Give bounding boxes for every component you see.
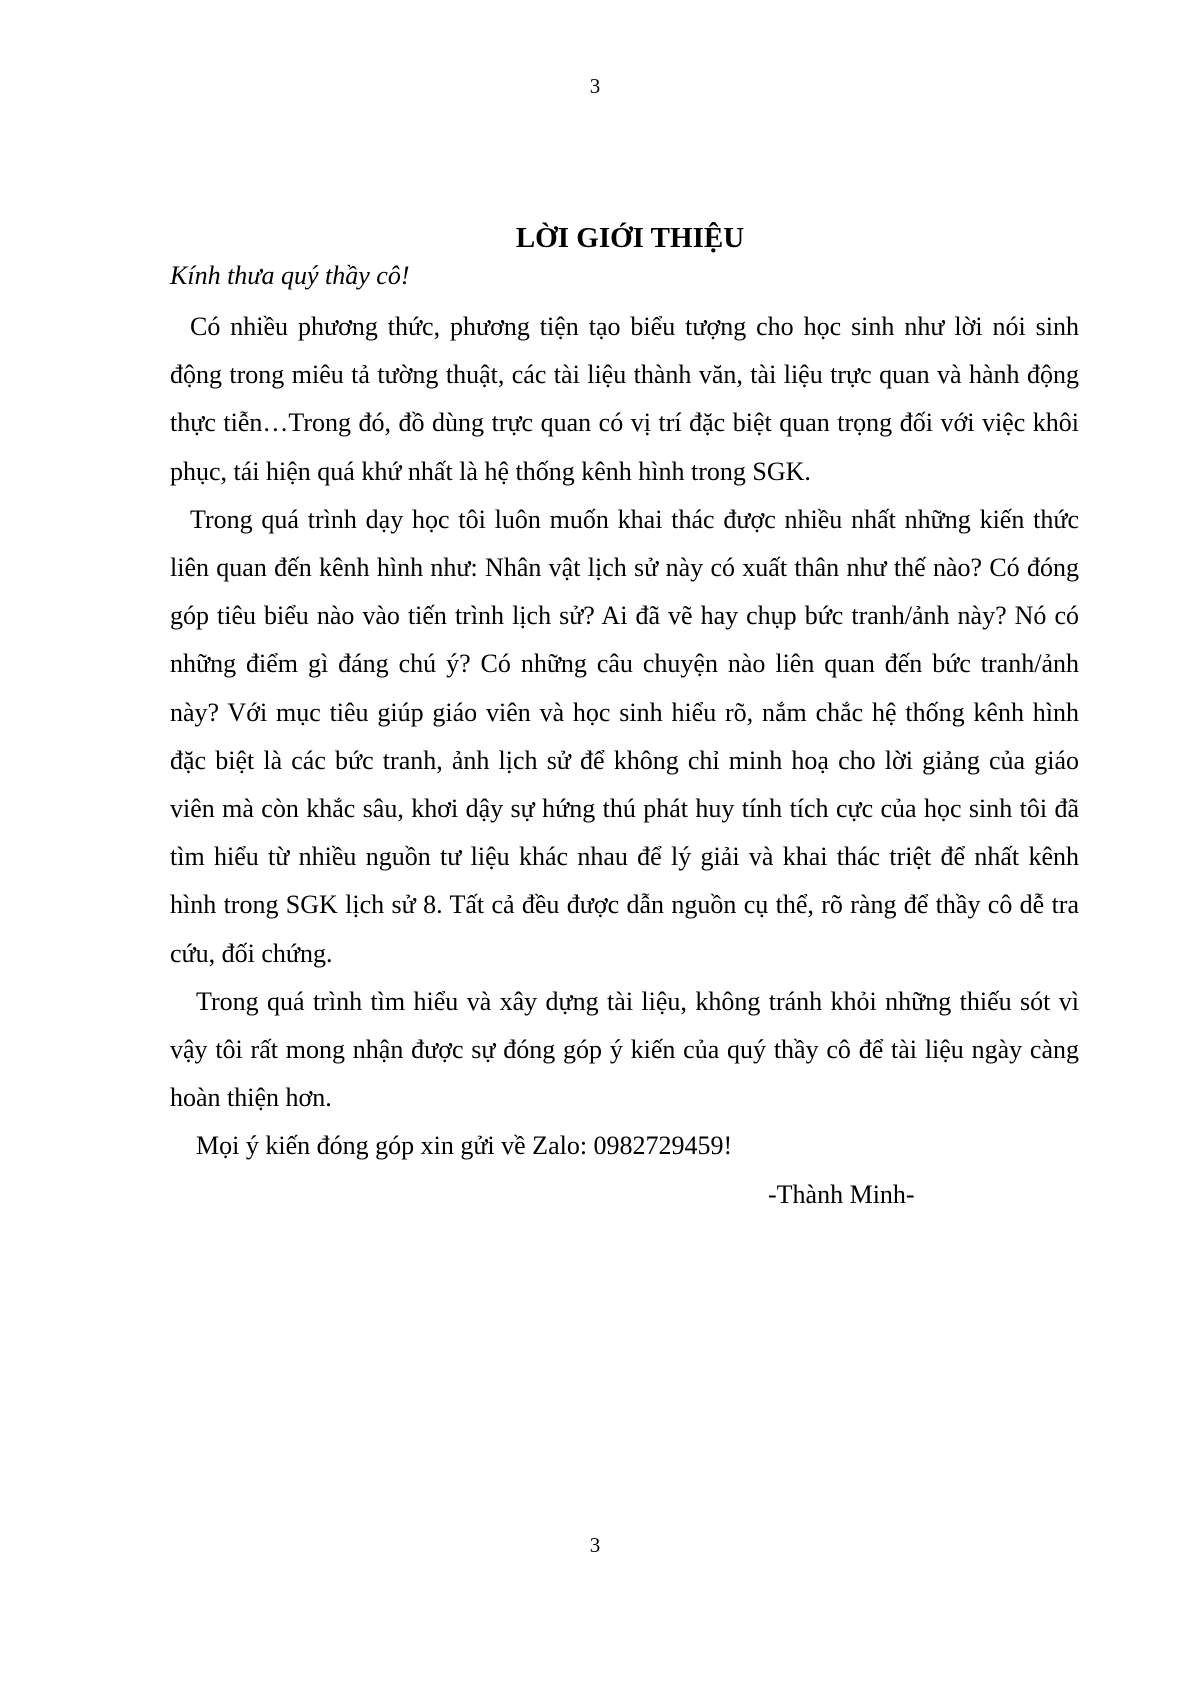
signature: -Thành Minh- — [768, 1179, 915, 1209]
page-number-bottom: 3 — [589, 1533, 601, 1557]
paragraph-3: Trong quá trình tìm hiểu và xây dựng tài liệu, không tránh khỏi những thiếu sót vì vậy tôi rất mong nhận được sự đóng góp ý kiến của quý thầy cô để tài liệu ngày càng hoàn thiện hơn. — [170, 986, 1079, 1113]
page-title: LỜI GIỚI THIỆU — [515, 222, 745, 254]
paragraph-2: Trong quá trình dạy học tôi luôn muốn khai thác được nhiều nhất những kiến thức liên quan đến kênh hình như: Nhân vật lịch sử này có xuất thân như thế nào? Có đóng góp tiêu biểu nào vào tiến trình lịch sử? Ai đã vẽ hay chụp bức tranh/ảnh này? Nó có những điểm gì đáng chú ý? Có những câu chuyện nào liên quan đến bức tranh/ảnh này? Với mục tiêu giúp giáo viên và học sinh hiểu rõ, nắm chắc hệ thống kênh hình đặc biệt là các bức tranh, ảnh lịch sử để không chỉ minh hoạ cho lời giảng của giáo viên mà còn khắc sâu, khơi dậy sự hứng thú phát huy tính tích cực của học sinh tôi đã tìm hiểu từ nhiều nguồn tư liệu khác nhau để lý giải và khai thác triệt để nhất kênh hình trong SGK lịch sử 8. Tất cả đều được dẫn nguồn cụ thể, rõ ràng để thầy cô dễ tra cứu, đối chứng. — [170, 504, 1079, 968]
paragraph-4: Mọi ý kiến đóng góp xin gửi về Zalo: 0982729459! — [196, 1131, 733, 1161]
paragraph-1: Có nhiều phương thức, phương tiện tạo biểu tượng cho học sinh như lời nói sinh động trong miêu tả tường thuật, các tài liệu thành văn, tài liệu trực quan và hành động thực tiễn…Trong đó, đồ dùng trực quan có vị trí đặc biệt quan trọng đối với việc khôi phục, tái hiện quá khứ nhất là hệ thống kênh hình trong SGK. — [170, 312, 1079, 486]
page-number-top: 3 — [589, 74, 601, 98]
body-text — [170, 303, 1079, 1219]
salutation: Kính thưa quý thầy cô! — [170, 261, 410, 290]
